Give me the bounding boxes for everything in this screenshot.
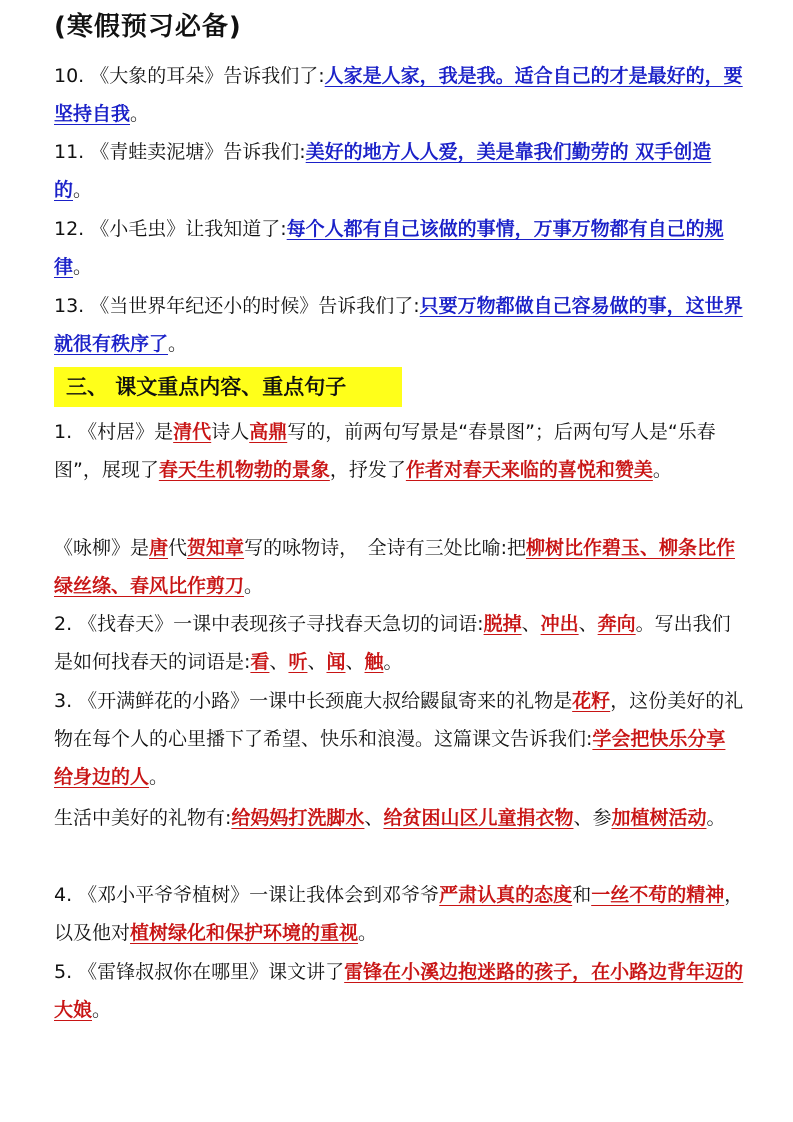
summary-item-10 xyxy=(54,57,744,133)
page-title: (寒假预习必备) xyxy=(54,12,242,42)
para-highlight: 给贫困山区儿童捐衣物 xyxy=(383,807,574,829)
item-highlight: 美好的地方人人爱，美是靠我们勤劳的 双手创造的 xyxy=(54,141,712,201)
para-text: 3. 《开满鲜花的小路》一课中长颈鹿大叔给鼹鼠寄来的礼物是 xyxy=(54,690,573,712)
para-text: 2. 《找春天》一课中表现孩子寻找春天急切的词语: xyxy=(54,613,484,635)
para-highlight: 贺知章 xyxy=(187,537,245,559)
para-text: 。 xyxy=(383,651,403,673)
para-text: 代 xyxy=(168,537,188,559)
para-highlight: 高鼎 xyxy=(249,421,288,443)
para-highlight: 清代 xyxy=(173,421,212,443)
para-text: 。 xyxy=(706,807,726,829)
item-text: 。 xyxy=(73,256,93,278)
para-text: 。写出我们是如何找春天的词语是: xyxy=(54,613,731,673)
para-text: 、 xyxy=(364,807,384,829)
para-text: 、 xyxy=(578,613,598,635)
item-highlight: 人家是人家，我是我。适合自己的才是最好的，要坚持自我 xyxy=(54,65,743,125)
para-text: 。 xyxy=(358,922,378,944)
para-text: ，以及他对 xyxy=(54,884,744,944)
para-text: ，抒发了 xyxy=(329,459,406,481)
para-highlight: 唐 xyxy=(149,537,169,559)
paragraph-zhaochuntian xyxy=(54,605,744,681)
para-text: 、参 xyxy=(573,807,612,829)
para-highlight: 给妈妈打洗脚水 xyxy=(231,807,365,829)
para-text: 和 xyxy=(572,884,592,906)
para-text: 、 xyxy=(521,613,541,635)
item-highlight: 只要万物都做自己容易做的事，这世界就很有秩序了 xyxy=(54,295,743,355)
paragraph-yongliu xyxy=(54,529,744,605)
para-highlight: 看 xyxy=(250,651,270,673)
para-text: 。 xyxy=(92,999,112,1021)
item-text: 10. 《大象的耳朵》告诉我们了: xyxy=(54,65,325,87)
para-highlight: 春天生机物勃的景象 xyxy=(158,459,330,481)
para-highlight: 严肃认真的态度 xyxy=(439,884,573,906)
para-text: 1. 《村居》是 xyxy=(54,421,174,443)
item-text: 12. 《小毛虫》让我知道了: xyxy=(54,218,287,240)
para-text: 5. 《雷锋叔叔你在哪里》课文讲了 xyxy=(54,961,345,983)
item-text: 。 xyxy=(130,103,150,125)
para-text: 。 xyxy=(244,575,264,597)
para-highlight: 作者对春天来临的喜悦和赞美 xyxy=(405,459,653,481)
para-text: 诗人 xyxy=(211,421,250,443)
para-highlight: 听 xyxy=(288,651,308,673)
para-text: 《咏柳》是 xyxy=(54,537,150,559)
para-highlight: 冲出 xyxy=(540,613,579,635)
paragraph-zhishu xyxy=(54,876,744,952)
para-highlight: 加植树活动 xyxy=(611,807,707,829)
paragraph-cunju xyxy=(54,413,744,489)
para-highlight: 植树绿化和保护环境的重视 xyxy=(130,922,359,944)
paragraph-xiaolu xyxy=(54,682,744,796)
para-highlight: 触 xyxy=(364,651,384,673)
para-text: 生活中美好的礼物有: xyxy=(54,807,232,829)
para-highlight: 柳树比作碧玉、柳条比作绿丝绦、春风比作剪刀 xyxy=(54,537,735,597)
para-highlight: 一丝不苟的精神 xyxy=(591,884,725,906)
summary-item-12 xyxy=(54,210,744,286)
item-text: 11. 《青蛙卖泥塘》告诉我们: xyxy=(54,141,306,163)
para-text: 、 xyxy=(307,651,327,673)
item-highlight: 每个人都有自己该做的事情，万事万物都有自己的规律 xyxy=(54,218,724,278)
para-highlight: 花籽 xyxy=(572,690,611,712)
paragraph-leifeng xyxy=(54,953,744,1029)
para-text: 写的，前两句写景是“春景图”；后两句写人是“乐春图”，展现了 xyxy=(54,421,716,481)
summary-item-11 xyxy=(54,133,744,209)
paragraph-liwu xyxy=(54,799,744,837)
para-highlight: 奔向 xyxy=(597,613,636,635)
para-highlight: 脱掉 xyxy=(483,613,522,635)
para-text: 4. 《邓小平爷爷植树》一课让我体会到邓爷爷 xyxy=(54,884,440,906)
section-heading: 三、 课文重点内容、重点句子 xyxy=(54,367,402,407)
para-text: 、 xyxy=(269,651,289,673)
para-highlight: 学会把快乐分享给身边的人 xyxy=(54,728,726,788)
item-text: 。 xyxy=(73,179,93,201)
para-text: 写的咏物诗， 全诗有三处比喻:把 xyxy=(244,537,526,559)
para-highlight: 闻 xyxy=(326,651,346,673)
para-text: 、 xyxy=(345,651,365,673)
item-text: 13. 《当世界年纪还小的时候》告诉我们了: xyxy=(54,295,420,317)
para-text: ，这份美好的礼物在每个人的心里播下了希望、快乐和浪漫。这篇课文告诉我们: xyxy=(54,690,744,750)
summary-item-13 xyxy=(54,287,744,363)
para-text: 。 xyxy=(149,766,169,788)
para-text: 。 xyxy=(652,459,672,481)
item-text: 。 xyxy=(168,333,188,355)
para-highlight: 雷锋在小溪边抱迷路的孩子，在小路边背年迈的大娘 xyxy=(54,961,744,1021)
